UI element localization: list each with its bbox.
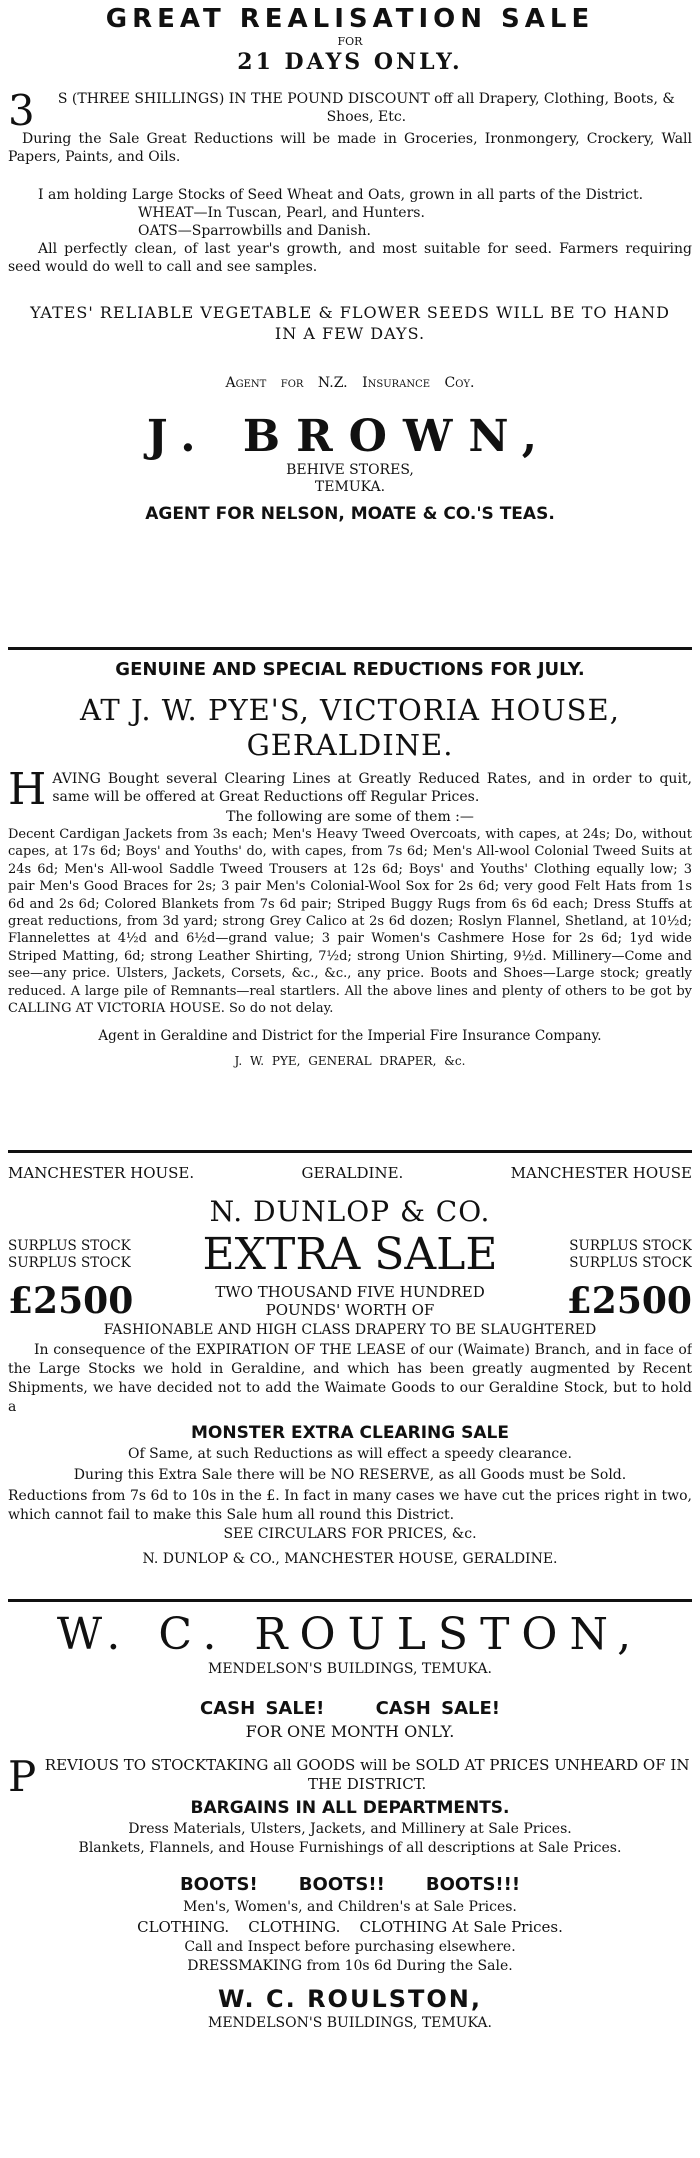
ad1-discount-block bbox=[8, 86, 692, 135]
ad4-previous-block bbox=[8, 1752, 692, 1801]
ad1-stocks: I am holding Large Stocks of Seed Wheat and Oats, grown in all parts of the District. bbox=[38, 187, 644, 203]
ad4-sign-name: W. C. ROULSTON, bbox=[218, 1985, 482, 2013]
ad1-clean: All perfectly clean, of last year's growth, and most suitable for seed. Farmers requiring seed would do well to call and see samples. bbox=[8, 241, 692, 275]
ad3-sign: N. DUNLOP & CO., MANCHESTER HOUSE, GERALDINE. bbox=[142, 1551, 558, 1567]
ad3-circulars: SEE CIRCULARS FOR PRICES, &c. bbox=[223, 1526, 477, 1542]
ad1-dropcap: 3 bbox=[8, 86, 35, 135]
ad4-boots-2: BOOTS!! bbox=[298, 1874, 385, 1895]
ad4-cash-row bbox=[8, 1696, 692, 1722]
ad3-two-thousand: TWO THOUSAND FIVE HUNDRED bbox=[215, 1283, 485, 1301]
ad4-month: FOR ONE MONTH ONLY. bbox=[245, 1722, 455, 1741]
ad4-buildings: MENDELSON'S BUILDINGS, TEMUKA. bbox=[208, 1661, 492, 1677]
ad1-reductions: During the Sale Great Reductions will be made in Groceries, Ironmongery, Crockery, Wall Papers, Paints, and Oils. bbox=[8, 131, 692, 165]
ad-w-c-roulston bbox=[8, 1602, 692, 2158]
ad-n-dunlop bbox=[8, 1153, 692, 1599]
ad4-call: Call and Inspect before purchasing elsewhere. bbox=[184, 1939, 516, 1955]
ad4-clothing-2: CLOTHING. bbox=[248, 1918, 341, 1936]
ad2-dropcap: H bbox=[8, 764, 47, 815]
ad3-consequence: In consequence of the EXPIRATION OF THE LEASE of our (Waimate) Branch, and in face of the Large Stocks we hold in Geraldine, and which has been greatly augmented by Recent Shipments, we have decided not to add the Waimate Goods to our Geraldine Stock, but to hold a bbox=[8, 1342, 692, 1415]
ad4-mens: Men's, Women's, and Children's at Sale Prices. bbox=[183, 1899, 517, 1915]
ad4-bargains: BARGAINS IN ALL DEPARTMENTS. bbox=[190, 1798, 510, 1818]
ad3-top-mid: GERALDINE. bbox=[301, 1164, 404, 1182]
ad3-top-left: MANCHESTER HOUSE. bbox=[8, 1164, 195, 1182]
ad3-surplus-right-1: SURPLUS STOCK bbox=[569, 1238, 692, 1254]
ad3-reductions: Reductions from 7s 6d to 10s in the £. In fact in many cases we have cut the prices right in two, which cannot fail to make this Sale hum all round this District. bbox=[8, 1488, 692, 1523]
ad4-cash-2: CASH SALE! bbox=[375, 1698, 500, 1719]
ad1-oats: OATS—Sparrowbills and Danish. bbox=[138, 223, 371, 239]
ad4-clothing-3: CLOTHING At Sale Prices. bbox=[359, 1918, 563, 1936]
ad2-intro-block bbox=[8, 764, 692, 815]
ad1-teas: AGENT FOR NELSON, MOATE & CO.'S TEAS. bbox=[145, 504, 555, 524]
ad4-clothing-row bbox=[8, 1917, 692, 1938]
ad2-following: The following are some of them :— bbox=[226, 809, 474, 825]
ad4-sign-buildings: MENDELSON'S BUILDINGS, TEMUKA. bbox=[208, 2015, 492, 2031]
ad4-clothing-1: CLOTHING. bbox=[137, 1918, 230, 1936]
ad3-extra: EXTRA SALE bbox=[202, 1229, 498, 1280]
ad4-boots-1: BOOTS! bbox=[179, 1874, 258, 1895]
ad1-days: 21 DAYS ONLY. bbox=[237, 49, 463, 75]
ad1-wheat: WHEAT—In Tuscan, Pearl, and Hunters. bbox=[138, 205, 425, 221]
ad4-previous: REVIOUS TO STOCKTAKING all GOODS will be SOLD AT PRICES UNHEARD OF IN THE DISTRICT. bbox=[44, 1756, 690, 1793]
ad3-amount-text bbox=[215, 1283, 485, 1319]
ad4-blankets: Blankets, Flannels, and House Furnishings of all descriptions at Sale Prices. bbox=[78, 1840, 622, 1856]
ad3-pounds-worth: POUNDS' WORTH OF bbox=[265, 1301, 435, 1319]
ad1-town: TEMUKA. bbox=[314, 479, 386, 495]
ad2-agent: Agent in Geraldine and District for the Imperial Fire Insurance Company. bbox=[98, 1028, 602, 1045]
ad3-surplus-left-1: SURPLUS STOCK bbox=[8, 1238, 131, 1254]
ad2-town: GERALDINE. bbox=[246, 728, 454, 762]
ad2-banner: GENUINE AND SPECIAL REDUCTIONS FOR JULY. bbox=[115, 659, 585, 680]
ad3-surplus-right-2: SURPLUS STOCK bbox=[569, 1255, 692, 1271]
ad3-reserve: During this Extra Sale there will be NO RESERVE, as all Goods must be Sold. bbox=[73, 1467, 627, 1483]
ad3-amount-row bbox=[8, 1281, 692, 1321]
ad1-agent: Agent for N.Z. Insurance Coy. bbox=[225, 375, 475, 391]
ad3-amount-left: £2500 bbox=[8, 1280, 134, 1322]
ad4-cash-1: CASH SALE! bbox=[200, 1698, 325, 1719]
ad3-extra-row bbox=[8, 1229, 692, 1280]
ad4-boots-3: BOOTS!!! bbox=[425, 1874, 521, 1895]
ad3-same: Of Same, at such Reductions as will effect a speedy clearance. bbox=[128, 1446, 572, 1462]
ad4-boots-row bbox=[8, 1872, 692, 1898]
ad3-fashionable: FASHIONABLE AND HIGH CLASS DRAPERY TO BE SLAUGHTERED bbox=[103, 1322, 597, 1338]
ad2-body: Decent Cardigan Jackets from 3s each; Men's Heavy Tweed Overcoats, with capes, at 24s; Do, without capes, at 17s 6d; Boys' and Youths' do, with capes, from 7s 6d; Men's All-wool Colonial Tweed Suits at 24s 6d; Men's All-wool Saddle Tweed Trousers at 12s 6d; Boys' and Youths' Clothing equally low; 3 pair Men's Good Braces for 2s; 3 pair Men's Colonial-Wool Sox for 2s 6d; very good Felt Hats from 1s 6d and 2s 6d; Colored Blankets from 7s 6d pair; Striped Buggy Rugs from 6s 6d each; Dress Stuffs at great reductions, from 3d yard; strong Grey Calico at 2s 6d dozen; Roslyn Flannel, Shetland, at 10½d; Flannelettes at 4½d and 6½d—grand value; 3 pair Women's Cashmere Hose for 2s 6d; 1yd wide Striped Matting, 6d; strong Leather Shirting, 7½d; strong Union Shirting, 9½d. Millinery—Come and see—any price. Ulsters, Jackets, Corsets, &c., &c., any price. Boots and Shoes—Large stock; greatly reduced. A large pile of Remnants—real startlers. All the above lines and plenty of others to be got by CALLING AT VICTORIA HOUSE. So do not delay. bbox=[8, 827, 692, 1017]
ad1-headline: GREAT REALISATION SALE bbox=[105, 4, 595, 34]
ad3-top-row bbox=[8, 1163, 692, 1183]
ad4-dressmaking: DRESSMAKING from 10s 6d During the Sale. bbox=[187, 1958, 513, 1974]
ad-j-w-pye bbox=[8, 650, 692, 1150]
ad1-name: J. BROWN, bbox=[146, 411, 554, 462]
ad3-monster: MONSTER EXTRA CLEARING SALE bbox=[191, 1423, 509, 1443]
ad3-surplus-right bbox=[569, 1238, 692, 1272]
ad2-sign: J. W. PYE, GENERAL DRAPER, &c. bbox=[234, 1054, 466, 1069]
ad1-discount: S (THREE SHILLINGS) IN THE POUND DISCOUNT off all Drapery, Clothing, Boots, & Shoes, Etc. bbox=[57, 91, 675, 125]
ad3-surplus-left-2: SURPLUS STOCK bbox=[8, 1255, 131, 1271]
ad1-yates: YATES' RELIABLE VEGETABLE & FLOWER SEEDS WILL BE TO HAND IN A FEW DAYS. bbox=[30, 303, 670, 343]
ad3-top-right: MANCHESTER HOUSE bbox=[510, 1164, 692, 1182]
ad-j-brown bbox=[8, 0, 692, 647]
ad2-title: AT J. W. PYE'S, VICTORIA HOUSE, bbox=[80, 693, 620, 727]
ad1-for: FOR bbox=[337, 35, 363, 48]
ad4-dropcap: P bbox=[8, 1752, 37, 1801]
ad3-surplus-left bbox=[8, 1238, 131, 1272]
ad3-name: N. DUNLOP & CO. bbox=[209, 1195, 491, 1228]
ad4-dress: Dress Materials, Ulsters, Jackets, and Millinery at Sale Prices. bbox=[128, 1821, 572, 1837]
ad1-stores: BEHIVE STORES, bbox=[286, 462, 414, 478]
ad4-name: W. C. ROULSTON, bbox=[56, 1609, 644, 1660]
ad3-amount-right: £2500 bbox=[566, 1280, 692, 1322]
ad2-intro: AVING Bought several Clearing Lines at Greatly Reduced Rates, and in order to quit, same will be offered at Great Reductions off Regular Prices. bbox=[52, 771, 692, 805]
